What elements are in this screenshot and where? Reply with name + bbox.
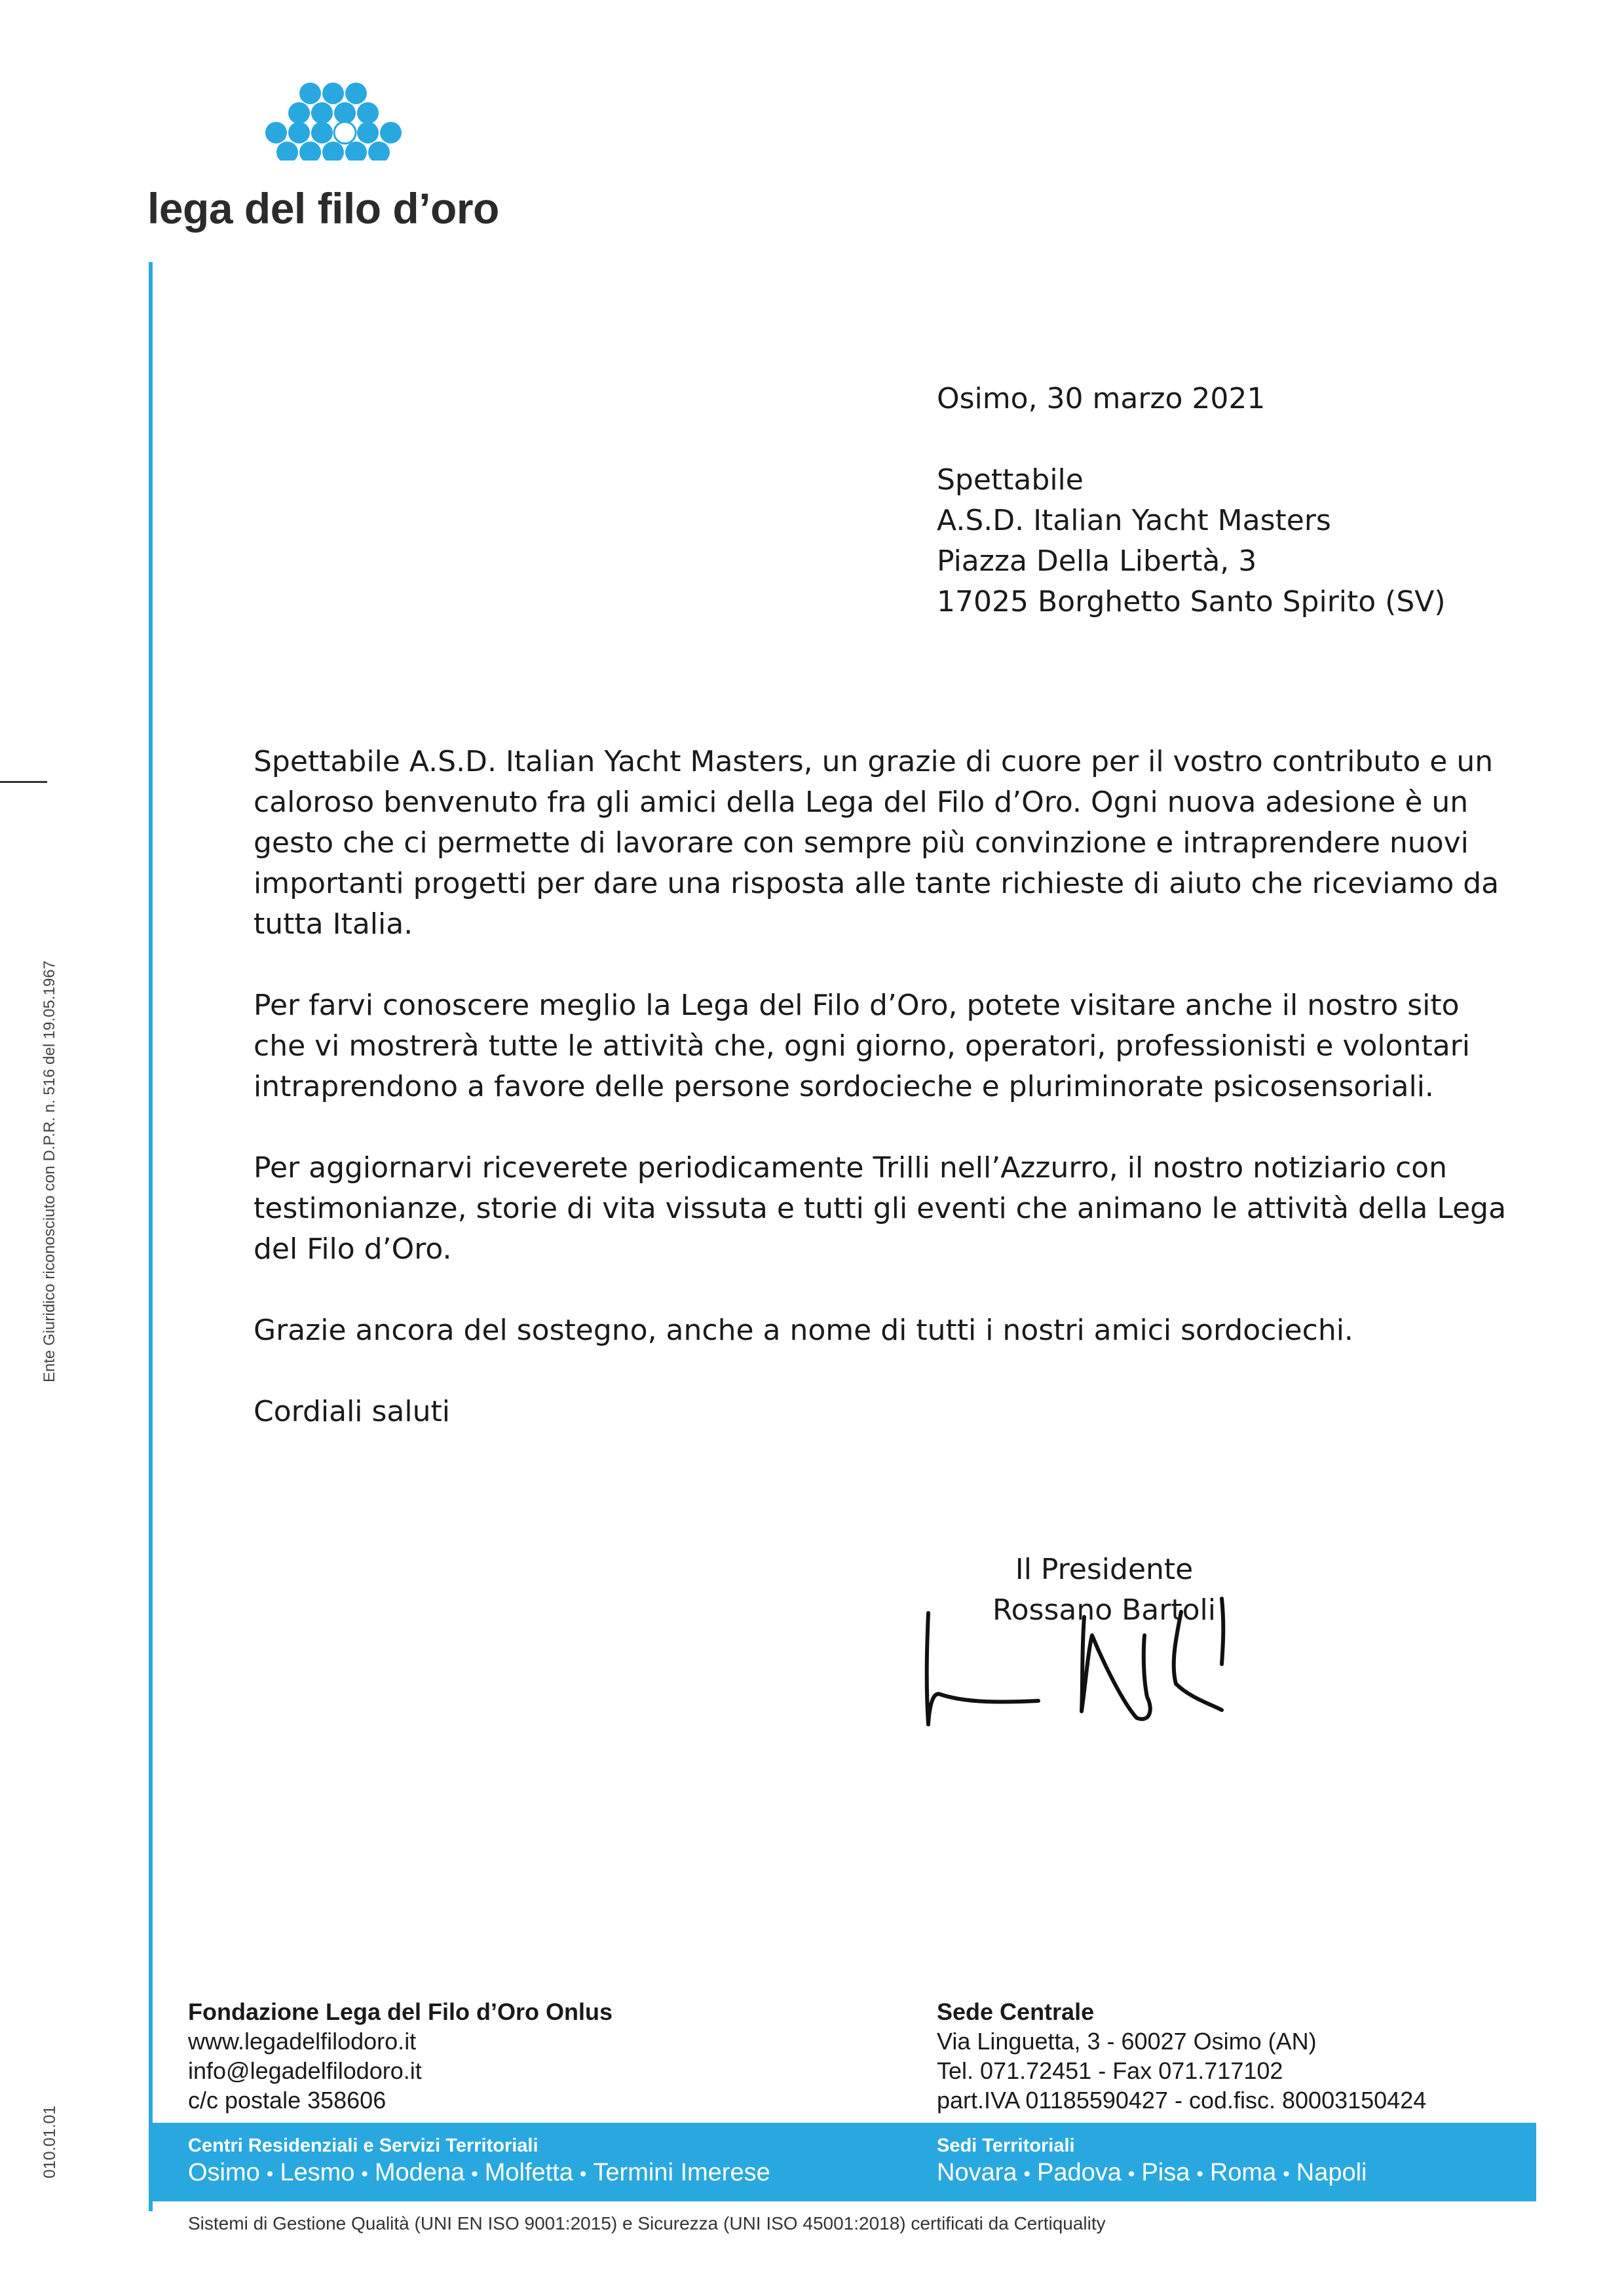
logo-dot xyxy=(311,102,333,124)
city: Osimo xyxy=(188,2159,260,2186)
paragraph: Per aggiornarvi riceverete periodicamente Trilli nell’Azzurro, il nostro notiziario con testimonianze, storie di vita vissuta e tutti gli eventi che animano le attività della Lega del Filo d’Oro. xyxy=(254,1151,1507,1266)
territorial-offices xyxy=(937,2135,1367,2190)
email-link[interactable]: info@legadelfilodoro.it xyxy=(188,2057,422,2084)
recipient-line: 17025 Borghetto Santo Spirito (SV) xyxy=(937,585,1446,618)
logo-dot xyxy=(265,122,287,143)
headquarters-tax: part.IVA 01185590427 - cod.fisc. 80003150424 xyxy=(937,2087,1427,2114)
logo-dot xyxy=(288,122,310,143)
headquarters-phone: Tel. 071.72451 - Fax 071.717102 xyxy=(937,2057,1283,2084)
paragraph: Per farvi conoscere meglio la Lega del Filo d’Oro, potete visitare anche il nostro sito che vi mostrerà tutte le attività che, ogni giorno, operatori, professionisti e volontari intraprendono a favore delle persone sordocieche e pluriminorate psicosensoriali. xyxy=(254,989,1470,1103)
logo-dots-icon xyxy=(252,82,416,161)
certification-note: Sistemi di Gestione Qualità (UNI EN ISO 9001:2015) e Sicurezza (UNI ISO 45001:2018) certificati da Certiquality xyxy=(188,2213,1106,2233)
signatory-name: Rossano Bartoli xyxy=(992,1593,1216,1627)
city: Novara xyxy=(937,2159,1017,2186)
logo-center-dot xyxy=(334,122,356,143)
headquarters-address: Via Linguetta, 3 - 60027 Osimo (AN) xyxy=(937,2028,1317,2055)
city: Padova xyxy=(1037,2159,1122,2186)
recipient-line: A.S.D. Italian Yacht Masters xyxy=(937,504,1331,537)
residential-title: Centri Residenziali e Servizi Territoriali xyxy=(188,2135,538,2156)
logo-dot xyxy=(334,102,356,124)
paragraph: Spettabile A.S.D. Italian Yacht Masters, un grazie di cuore per il vostro contributo e un caloroso benvenuto fra gli amici della Lega del Filo d’Oro. Ogni nuova adesione è un gesto che ci permette di lavorare con sempre più convinzione e intraprendere nuovi importanti progetti per dare una risposta alle tante richieste di aiuto che riceviamo da tutta Italia. xyxy=(254,745,1500,941)
website-link[interactable]: www.legadelfilodoro.it xyxy=(188,2028,417,2055)
handwritten-signature xyxy=(914,1572,1274,1743)
city: Molfetta xyxy=(484,2159,573,2186)
residential-cities: Osimo • Lesmo • Modena • Molfetta • Termini Imerese xyxy=(188,2159,770,2186)
logo-dot xyxy=(345,142,367,161)
logo-dot xyxy=(299,142,321,161)
city: Termini Imerese xyxy=(593,2159,770,2186)
city: Napoli xyxy=(1296,2159,1367,2186)
footer-foundation xyxy=(188,1997,613,2115)
recipient-line: Spettabile xyxy=(937,463,1084,497)
vertical-rule xyxy=(149,262,153,2211)
logo-dot xyxy=(322,83,344,104)
logo-dot xyxy=(357,102,379,124)
logo-dot xyxy=(345,83,367,104)
city: Pisa xyxy=(1141,2159,1190,2186)
city: Modena xyxy=(374,2159,465,2186)
logo-dot xyxy=(357,122,379,143)
paragraph: Grazie ancora del sostegno, anche a nome di tutti i nostri amici sordociechi. xyxy=(254,1314,1353,1347)
signatory-title: Il Presidente xyxy=(1015,1553,1194,1586)
headquarters-title: Sede Centrale xyxy=(937,1998,1095,2025)
letter-date: Osimo, 30 marzo 2021 xyxy=(937,382,1266,415)
foundation-name: Fondazione Lega del Filo d’Oro Onlus xyxy=(188,1998,613,2025)
recipient-address xyxy=(937,460,1446,622)
legal-note: Ente Giuridico riconosciuto con D.P.R. n. 516 del 19.05.1967 xyxy=(41,960,58,1382)
logo-dot xyxy=(299,83,321,104)
city: Lesmo xyxy=(280,2159,355,2186)
closing: Cordiali saluti xyxy=(254,1395,450,1428)
territorial-title: Sedi Territoriali xyxy=(937,2135,1075,2156)
logo-dot xyxy=(288,102,310,124)
logo-dot xyxy=(368,142,390,161)
document-code: 010.01.01 xyxy=(41,2105,59,2178)
logo-dot xyxy=(322,142,344,161)
logo-dot xyxy=(380,122,402,143)
letter-body xyxy=(254,742,1511,1473)
logo-dot xyxy=(276,142,298,161)
residential-centers xyxy=(188,2135,770,2190)
footer-headquarters xyxy=(937,1997,1426,2115)
logo-dot xyxy=(311,122,333,143)
postal-account: c/c postale 358606 xyxy=(188,2087,387,2114)
territorial-cities: Novara • Padova • Pisa • Roma • Napoli xyxy=(937,2159,1367,2186)
recipient-line: Piazza Della Libertà, 3 xyxy=(937,544,1257,578)
city: Roma xyxy=(1209,2159,1277,2186)
fold-mark xyxy=(0,781,47,783)
logo-wordmark: lega del filo d’oro xyxy=(147,184,499,233)
